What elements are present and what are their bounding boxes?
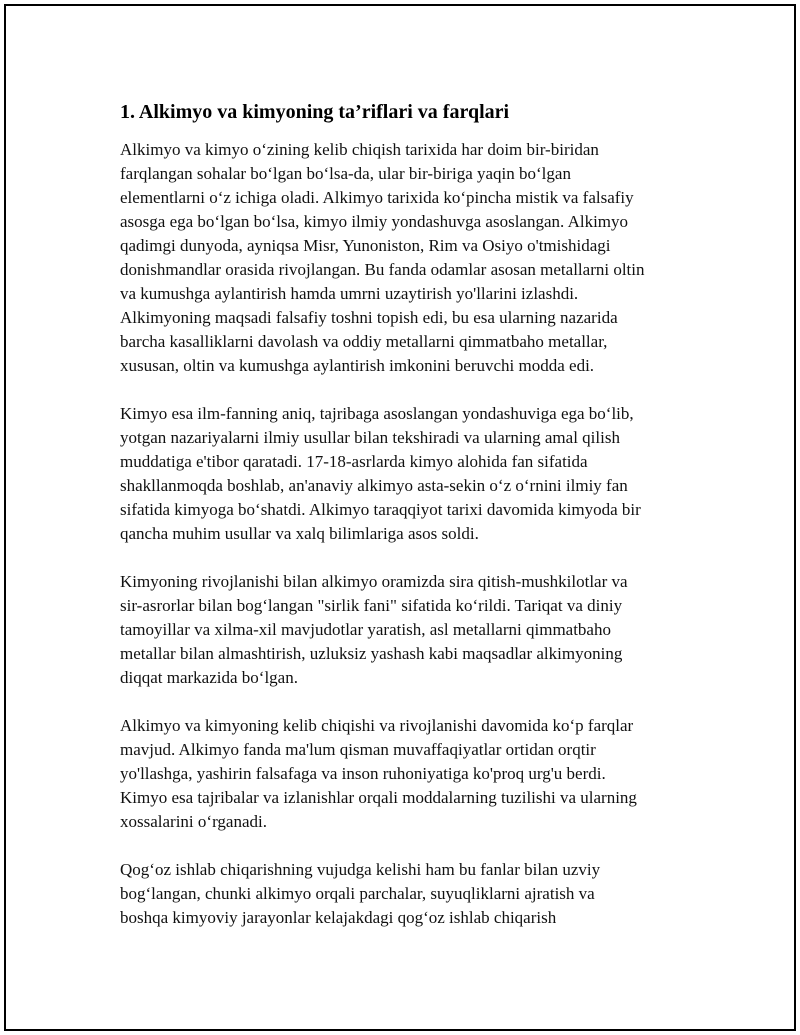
paragraph: Alkimyo va kimyo o‘zining kelib chiqish tarixida har doim bir-biridan farqlangan sohalar bo‘lgan bo‘lsa-da, ular bir-biriga yaqin bo‘lgan elementlarni o‘z ichiga oladi. Alkimyo tarixida ko‘pincha mistik va falsafiy asosga ega bo‘lgan bo‘lsa, kimyo ilmiy yondashuvga asoslangan. Alkimyo qadimgi dunyoda, ayniqsa Misr, Yunoniston, Rim va Osiyo o'tmishidagi donishmandlar orasida rivojlangan. Bu fanda odamlar asosan metallarni oltin va kumushga aylantirish hamda umrni uzaytirish yo'llarini izlashdi. Alkimyoning maqsadi falsafiy toshni topish edi, bu esa ularning nazarida barcha kasalliklarni davolash va oddiy metallarni qimmatbaho metallar, xususan, oltin va kumushga aylantirish imkonini beruvchi modda edi. <box>120 140 645 375</box>
paragraph: Kimyo esa ilm-fanning aniq, tajribaga asoslangan yondashuviga ega bo‘lib, yotgan nazariyalarni ilmiy usullar bilan tekshiradi va ularning amal qilish muddatiga e'tibor qaratadi. 17-18-asrlarda kimyo alohida fan sifatida shakllanmoqda boshlab, an'anaviy alkimyo asta-sekin o‘z o‘rnini ilmiy fan sifatida kimyoga bo‘shatdi. Alkimyo taraqqiyot tarixi davomida kimyoda bir qancha muhim usullar va xalq bilimlariga asos soldi. <box>120 404 641 543</box>
document-body <box>120 98 700 954</box>
paragraph: Alkimyo va kimyoning kelib chiqishi va rivojlanishi davomida ko‘p farqlar mavjud. Alkimyo fanda ma'lum qisman muvaffaqiyatlar ortidan orqtir yo'llashga, yashirin falsafaga va inson ruhoniyatiga ko'proq urg'u berdi. Kimyo esa tajribalar va izlanishlar orqali moddalarning tuzilishi va ularning xossalarini o‘rganadi. <box>120 716 637 831</box>
section-heading: 1. Alkimyo va kimyoning ta’riflari va farqlari <box>120 101 510 123</box>
paragraph: Qog‘oz ishlab chiqarishning vujudga kelishi ham bu fanlar bilan uzviy bog‘langan, chunki alkimyo orqali parchalar, suyuqliklarni ajratish va boshqa kimyoviy jarayonlar kelajakdagi qog‘oz ishlab chiqarish <box>120 860 601 927</box>
paragraph: Kimyoning rivojlanishi bilan alkimyo oramizda sira qitish-mushkilotlar va sir-asrorlar bilan bog‘langan "sirlik fani" sifatida ko‘rildi. Tariqat va diniy tamoyillar va xilma-xil mavjudotlar yaratish, asl metallarni qimmatbaho metallar bilan almashtirish, uzluksiz yashash kabi maqsadlar alkimyoning diqqat markazida bo‘lgan. <box>120 572 628 687</box>
page-frame <box>4 4 796 1031</box>
